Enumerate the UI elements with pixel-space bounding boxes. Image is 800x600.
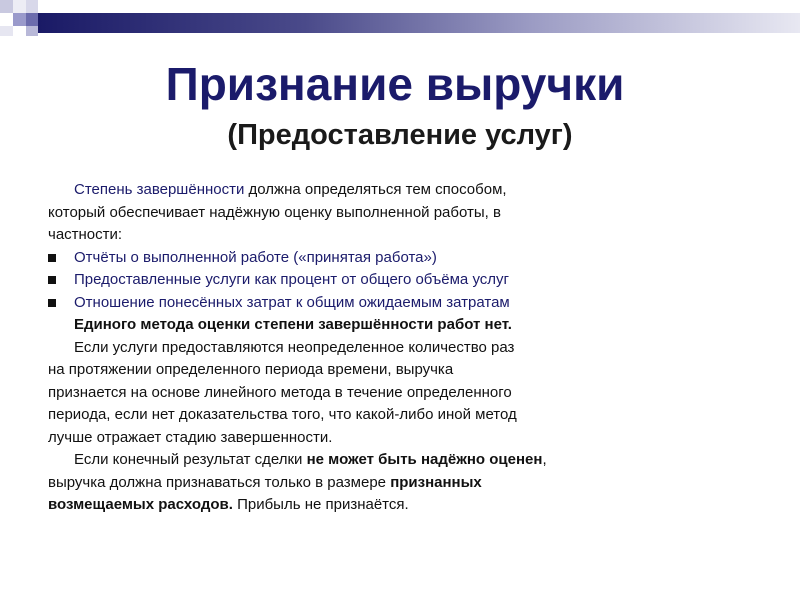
- straight-line-line-3: признается на основе линейного метода в течение определенного: [48, 383, 512, 401]
- header-gradient-bar: [38, 13, 800, 33]
- square-bullet-icon: [48, 254, 56, 262]
- straight-line-line-5: лучше отражает стадию завершенности.: [48, 428, 333, 446]
- square-bullet-icon: [48, 276, 56, 284]
- straight-line-paragraph: [48, 337, 668, 450]
- intro-line-2: который обеспечивает надёжную оценку выполненной работы, в: [48, 203, 501, 221]
- straight-line-line-1: Если услуги предоставляются неопределенное количество раз: [74, 338, 515, 356]
- list-item: [48, 247, 668, 270]
- slide-title: Признание выручки: [165, 58, 625, 110]
- straight-line-line-2: на протяжении определенного периода времени, выручка: [48, 361, 454, 378]
- unreliable-emphasis-3: возмещаемых расходов.: [48, 496, 233, 513]
- straight-line-line-4: периода, если нет доказательства того, что какой-либо иной метод: [48, 406, 517, 423]
- decor-square: [0, 0, 13, 13]
- decor-square: [0, 26, 13, 36]
- intro-paragraph: [48, 179, 668, 247]
- unreliable-text-1: Если конечный результат сделки: [74, 451, 307, 468]
- decor-square: [13, 0, 26, 13]
- unreliable-text-2: ,: [542, 451, 547, 468]
- decorative-header-band: [0, 0, 800, 52]
- unreliable-outcome-paragraph: [48, 449, 668, 517]
- list-item-text: Предоставленные услуги как процент от общего объёма услуг: [74, 271, 509, 288]
- slide-body: [48, 179, 668, 517]
- list-item-text: Отношение понесённых затрат к общим ожидаемым затратам: [74, 293, 510, 311]
- unreliable-text-4: Прибыль не признаётся.: [232, 496, 409, 513]
- no-single-method-statement: Единого метода оценки степени завершённости работ нет.: [74, 316, 512, 333]
- unreliable-emphasis-1: не может быть надёжно оценен: [306, 451, 543, 468]
- square-bullet-icon: [48, 299, 56, 307]
- list-item: [48, 269, 668, 292]
- intro-line-3: частности:: [48, 226, 123, 243]
- completion-stage-term: Степень завершённости: [74, 181, 245, 198]
- list-item-text: Отчёты о выполненной работе («принятая работа»): [74, 248, 437, 266]
- slide-subtitle: (Предоставление услуг): [227, 119, 573, 151]
- list-item: [48, 292, 668, 315]
- intro-line-1: должна определяться тем способом,: [244, 181, 507, 198]
- unreliable-emphasis-2: признанных: [390, 473, 482, 491]
- decor-square: [26, 0, 38, 13]
- decor-square: [26, 13, 38, 26]
- decor-square: [13, 13, 26, 26]
- method-list: [48, 247, 668, 315]
- unreliable-text-3: выручка должна признаваться только в размере: [48, 473, 391, 491]
- decor-square: [26, 26, 38, 36]
